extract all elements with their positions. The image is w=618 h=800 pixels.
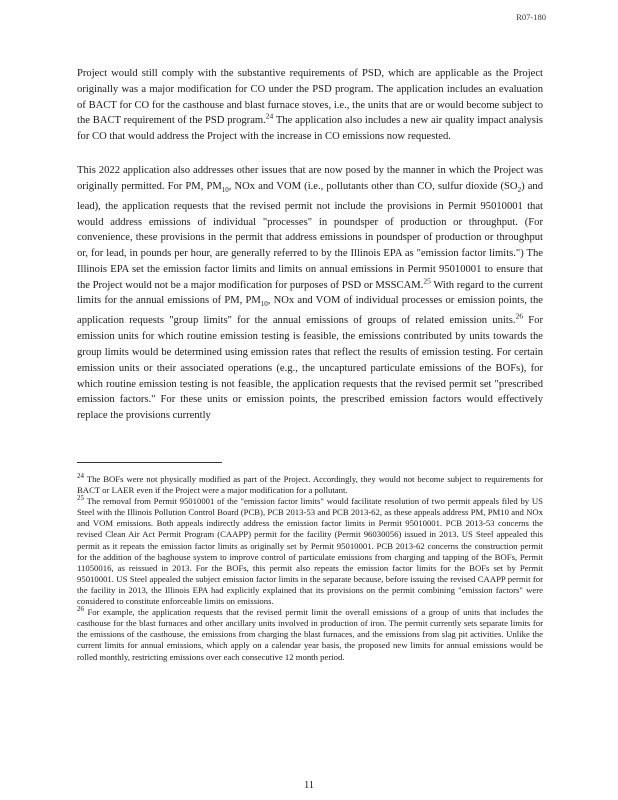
pm10-subscript: 10 (221, 185, 229, 194)
pm10-subscript-2: 10 (260, 300, 268, 309)
paragraph-1-text: Project would still comply with the substantive requirements of PSD, which are applicable as the Project originally was a major modification for CO under the PSD program. The application includes an evaluation of BACT for CO for the casthouse and blast furnace stoves, i.e., the units that are or would become subject to the BACT requirement of the PSD program. (77, 68, 543, 127)
paragraph-2-part-e: , NOx and VOM of individual processes or emission points, the application requests "group limits" for the annual emissions of groups of related emission units. (77, 295, 543, 327)
paragraph-2-part-d: With regard to the current limits for the annual emissions of PM, PM (77, 279, 544, 307)
footnote-ref-24: 24 (265, 111, 274, 121)
footnote-divider (77, 462, 222, 463)
footnote-24-text: The BOFs were not physically modified as part of the Project. Accordingly, they would not become subject to requirements for BACT or LAER even if the Project were a major modification for a pollutant. (77, 474, 543, 496)
paragraph-1 (77, 66, 543, 145)
footnote-26 (77, 607, 543, 662)
paragraph-2-part-b: , NOx and VOM (i.e., pollutants other than CO, sulfur dioxide (SO (228, 180, 518, 192)
footnote-25 (77, 496, 543, 607)
footnote-26-mark: 26 (77, 605, 84, 614)
footnote-24 (77, 474, 543, 496)
footnote-ref-25: 25 (423, 276, 431, 286)
footnote-ref-26: 26 (515, 311, 524, 321)
footnotes-section (77, 462, 543, 663)
paragraph-2-part-a: This 2022 application also addresses other issues that are now posed by the manner in which the Project was originally permitted. For PM, PM (77, 165, 543, 192)
paragraph-2 (77, 163, 543, 424)
paragraph-2-part-f: For emission units for which routine emission testing is feasible, the emissions contributed by units towards the group limits would be determined using emission rates that reflect the results of emission testing. For certain emission units or their associated operations (e.g., the uncaptured particulate emissions of the BOFs), for which routine emission testing is not feasible, the application requests that the revised permit set "prescribed emission factors." For these units or emission points, the prescribed emission factors would effectively replace the provisions currently (77, 315, 543, 422)
paragraph-2-part-c: ) and lead), the application requests that the revised permit not include the provisions in Permit 95010001 that would address emissions of individual "processes" in poundsper of production or throughput. (For convenience, these provisions in the permit that address emissions in poundsper of production or throughput or, for lead, in pounds per hour, are generally referred to by the Illinois EPA as "emission factor limits.") The Illinois EPA set the emission factor limits and limits on annual emissions in Permit 95010001 to ensure that the Project would not be a major modification for purposes of PSD or MSSCAM. (77, 180, 544, 291)
page-number: 11 (303, 780, 315, 791)
footnote-25-mark: 25 (77, 494, 84, 503)
footnote-25-text: The removal from Permit 95010001 of the "emission factor limits" would facilitate resolution of two permit appeals filed by US Steel with the Illinois Pollution Control Board (PCB), PCB 2013-53 and PCB 2013-62, as these appeals address PM, PM10 and NOx and VOM emissions. Both appeals indirectly address the emission factor limits in Permit 95010001. PCB 2013-53 concerns the revised Clean Air Act Permit Program (CAAPP) permit for the facility (Permit 96030056) issued in 2013. US Steel appealed this permit as it repeats the emission factor limits as originally set by Permit 95010001. PCB 2013-62 concerns the construction permit for the addition of the baghouse system to improve control of particulate emissions from charging and tapping of the BOFs, Permit 11050016, as reissued in 2013. For the BOFs, this permit also repeats the emission factor limits for the BOFs set by Permit 95010001. US Steel appealed the subject emission factor limits in the separate because, before issuing the revised CAAPP permit for the facility in 2013, the Illinois EPA had explicitly explained that its provisions on the permit combining "emission factors" were considered to constitute enforceable limits on emissions. (77, 496, 543, 607)
footnote-24-mark: 24 (77, 472, 84, 481)
document-id: R07-180 (516, 12, 546, 22)
footnote-26-text: For example, the application requests that the revised permit limit the overall emissions of a group of units that includes the casthouse for the blast furnaces and other ancillary units involved in production of iron. The permit currently sets separate limits for the emissions of the casthouse, the emissions from charging the blast furnaces, and the emissions from slag pit activities. Unlike the current limits for annual emissions, which apply on a calendar year basis, the proposed new limits for annual emissions would be rolled monthly, restricting emissions over each consecutive 12 month period. (77, 607, 543, 662)
paragraph-1-end: The application also includes a new air quality impact analysis for CO that would address the Project with the increase in CO emissions now requested. (77, 115, 543, 143)
so2-subscript: 2 (517, 185, 522, 194)
